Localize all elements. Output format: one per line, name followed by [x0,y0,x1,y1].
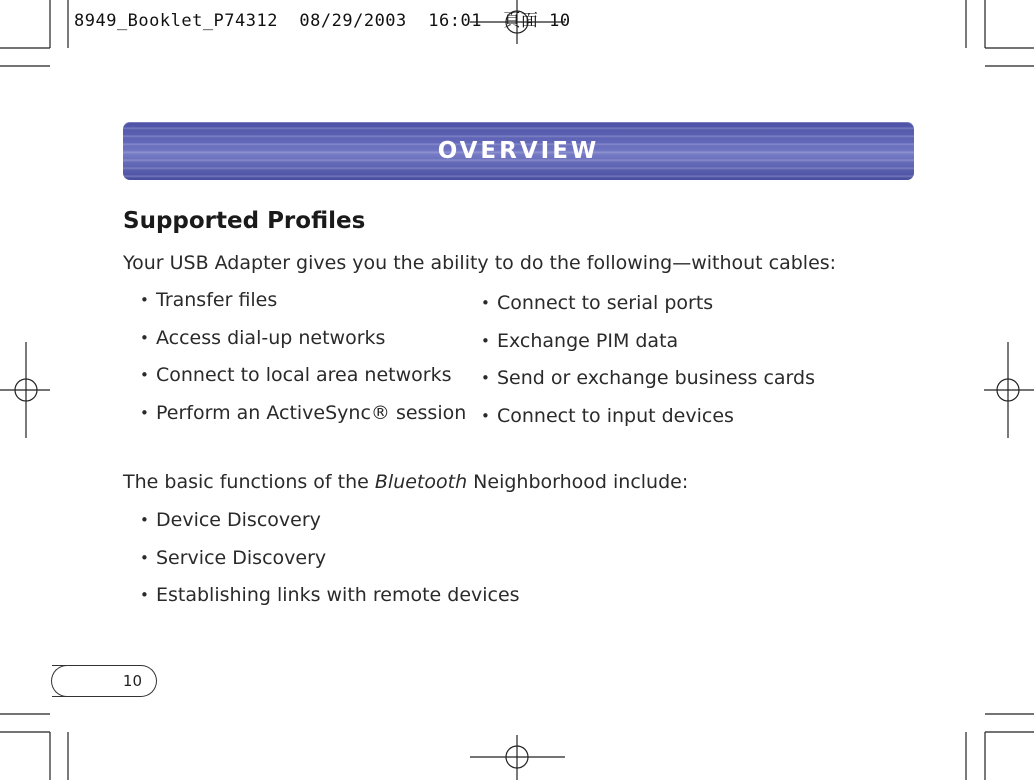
list-item-text: Send or exchange business cards [497,367,815,389]
bullet-icon: • [140,548,149,567]
list-item-text: Transfer files [156,289,278,311]
section-heading: Supported Profiles [123,208,366,234]
basic-functions-prefix: The basic functions of the [123,471,375,493]
basic-functions-paragraph [123,471,688,493]
bullet-icon: • [140,366,149,384]
list-item [140,545,520,583]
bullet-icon: • [481,406,490,425]
list-item-text: Connect to local area networks [156,364,452,386]
page-number-tab [52,665,157,697]
list-item [140,362,466,400]
list-item-text: Connect to serial ports [497,292,714,314]
list-item-text: Device Discovery [156,509,321,531]
list-item [140,400,466,438]
bullet-icon: • [140,511,149,529]
list-item [140,582,520,620]
list-item [481,403,815,441]
bullet-icon: • [140,403,149,422]
list-item-text: Access dial-up networks [156,326,386,349]
list-item-text: Perform an ActiveSync® session [156,401,467,424]
print-slug: 8949_Booklet_P74312 08/29/2003 16:01 頁面 10 [74,11,571,31]
list-item-text: Connect to input devices [497,404,734,427]
bullet-icon: • [140,328,149,347]
overview-banner [123,122,914,180]
list-item-text: Establishing links with remote devices [156,584,520,606]
bullet-icon: • [140,586,149,604]
list-item [481,365,815,403]
list-item [140,507,520,545]
bullet-icon: • [140,291,149,309]
capabilities-list-left [140,287,466,437]
list-item [140,325,466,363]
list-item [481,290,815,328]
bullet-icon: • [481,369,490,387]
list-item-text: Service Discovery [156,546,327,569]
page-number: 10 [122,672,142,690]
bluetooth-emphasis: Bluetooth [374,471,468,493]
list-item [140,287,466,325]
registration-mark-bottom-icon [470,735,565,780]
bullet-icon: • [481,331,490,350]
registration-mark-top-icon [470,0,565,44]
registration-mark-right-icon [984,342,1034,438]
banner-title: OVERVIEW [437,138,600,164]
capabilities-list-right [481,290,815,440]
registration-mark-left-icon [0,342,50,438]
bullet-icon: • [481,294,490,312]
basic-functions-suffix: Neighborhood include: [467,471,689,493]
list-item [481,328,815,366]
functions-list [140,507,520,620]
intro-paragraph: Your USB Adapter gives you the ability to do the following—without cables: [123,252,837,274]
list-item-text: Exchange PIM data [497,329,679,352]
